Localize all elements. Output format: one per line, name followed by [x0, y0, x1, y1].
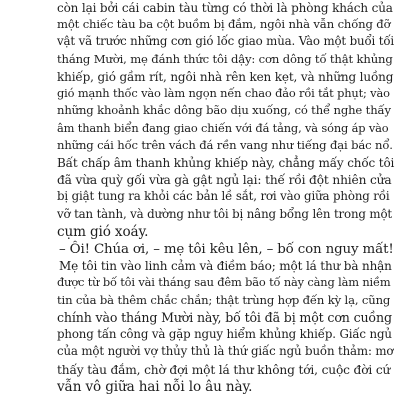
paragraph-first-line: Mẹ tôi tin vào linh cảm và điềm báo; một lá thư bà nhận: [59, 259, 392, 273]
text-line: những khoảnh khắc dông bão dịu xuống, có thể nghe thấy: [57, 103, 391, 117]
text-line: tin của bà thêm chắc chắn; thật trùng hợp đến kỳ lạ, cũng: [57, 293, 391, 307]
dialogue-line: – Ôi! Chúa ơi, – mẹ tôi kêu lên, – bố con nguy mất!: [59, 242, 394, 257]
text-line: được từ bố tôi vài tháng sau đêm bão tố này càng làm niềm: [57, 275, 391, 289]
text-line: vật vã trước những cơn gió lốc giao mùa. Vào một buổi tối: [57, 34, 395, 48]
text-line: còn lại bởi cái cabin tàu từng có thời là phòng khách của: [57, 1, 393, 15]
text-line: khiếp, gió gầm rít, ngôi nhà rên ken kẹt, và những luồng: [57, 70, 394, 84]
text-line: vẫn vô giữa hai nỗi lo âu này.: [57, 379, 253, 395]
text-line: bị giật tung ra khỏi các bản lề sắt, rơi vào giữa phòng rồi: [57, 189, 390, 203]
text-line: âm thanh biển đang giao chiến với đá tảng, và sóng áp vào: [57, 121, 389, 135]
text-line: phong tấn công và gặp nguy hiểm khủng khiếp. Giấc ngủ: [57, 327, 392, 341]
text-line: đã vừa quỳ gối vừa gà gật ngủ lại: thế rồi đột nhiên cửa: [57, 173, 392, 187]
text-line: một chiếc tàu ba cột buồm bị đắm, ngôi nhà vẫn chống đỡ: [57, 17, 391, 31]
text-line: những cái hốc trên vách đá rền vang như tiếng đại bác nổ.: [57, 138, 393, 152]
text-line: cụm gió xoáy.: [57, 224, 149, 240]
text-line: Bất chấp âm thanh khủng khiếp này, chẳng mấy chốc tôi: [57, 156, 395, 170]
text-line: vỡ tan tành, và dường như tôi bị nâng bổng lên trong một: [57, 207, 393, 221]
text-line: gió mạnh thốc vào làm ngọn nến chao đảo rồi tắt phụt; vào: [57, 86, 390, 100]
text-line: tháng Mười, mẹ đánh thức tôi dậy: cơn dông tố thật khủng: [57, 52, 393, 66]
text-line: thấy tàu đắm, chờ đợi một lá thư không tới, cuộc đời cứ: [57, 363, 391, 377]
text-line: của một người vợ thủy thủ là thứ giấc ngủ buồn thảm: mơ: [57, 344, 394, 358]
text-line: chính vào tháng Mười này, bố tôi đã bị một cơn cuồng: [57, 310, 392, 325]
